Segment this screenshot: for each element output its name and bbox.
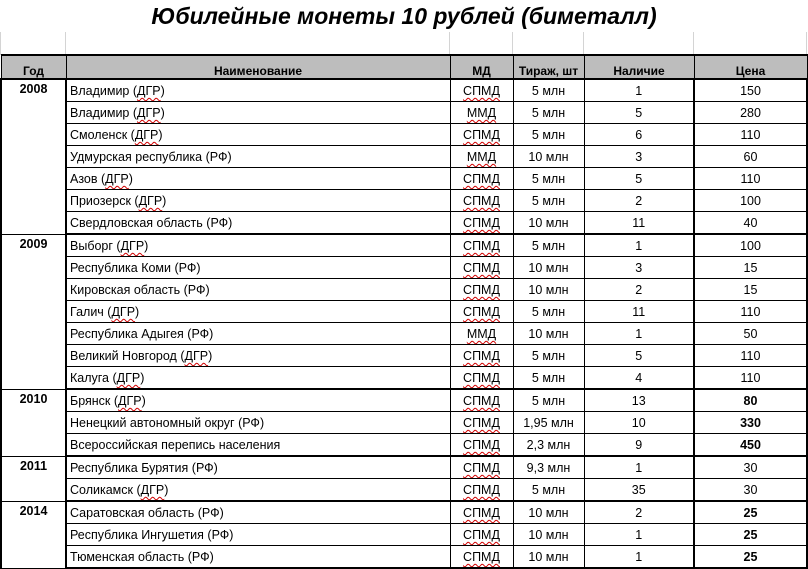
- header-nalichie[interactable]: Наличие: [584, 55, 694, 79]
- coin-series-tag: ДГР: [134, 128, 159, 142]
- name-cell[interactable]: Выборг (ДГР): [66, 234, 450, 257]
- md-cell[interactable]: [450, 323, 513, 345]
- price-cell[interactable]: 100: [694, 234, 807, 257]
- coin-name: Тюменская область: [70, 550, 185, 564]
- price-cell[interactable]: 100: [694, 190, 807, 212]
- table-row: [1, 524, 807, 546]
- coins-table: [0, 54, 808, 569]
- coin-name: Свердловская область: [70, 216, 203, 230]
- table-row: [1, 367, 807, 390]
- mint-code: СПМД: [463, 128, 500, 142]
- md-cell[interactable]: [450, 257, 513, 279]
- name-cell[interactable]: Кировская область (РФ): [66, 279, 450, 301]
- tirazh-cell[interactable]: 5 млн: [513, 234, 584, 257]
- tirazh-cell[interactable]: 10 млн: [513, 146, 584, 168]
- coin-series-tag: РФ: [191, 327, 210, 341]
- header-price[interactable]: Цена: [694, 55, 807, 79]
- nalichie-cell[interactable]: 11: [584, 212, 694, 235]
- nalichie-cell[interactable]: 5: [584, 168, 694, 190]
- name-cell[interactable]: Приозерск (ДГР): [66, 190, 450, 212]
- price-cell[interactable]: 30: [694, 479, 807, 502]
- tirazh-cell[interactable]: 5 млн: [513, 389, 584, 412]
- nalichie-cell[interactable]: 3: [584, 146, 694, 168]
- table-row: [1, 102, 807, 124]
- tirazh-cell[interactable]: 5 млн: [513, 102, 584, 124]
- mint-code: СПМД: [463, 416, 500, 430]
- coin-name: Республика Ингушетия: [70, 528, 204, 542]
- nalichie-cell[interactable]: 1: [584, 546, 694, 569]
- coin-name: Приозерск: [70, 194, 131, 208]
- nalichie-cell[interactable]: 5: [584, 345, 694, 367]
- nalichie-cell[interactable]: 13: [584, 389, 694, 412]
- year-cell[interactable]: 2010: [1, 389, 66, 456]
- md-cell[interactable]: [450, 501, 513, 524]
- price-cell[interactable]: 110: [694, 168, 807, 190]
- mint-code: СПМД: [463, 506, 500, 520]
- price-cell[interactable]: 15: [694, 257, 807, 279]
- mint-code: СПМД: [463, 438, 500, 452]
- md-cell[interactable]: [450, 146, 513, 168]
- table-row: [1, 279, 807, 301]
- coin-name: Калуга: [70, 371, 110, 385]
- table-row: [1, 501, 807, 524]
- price-cell[interactable]: 110: [694, 367, 807, 390]
- table-row: [1, 546, 807, 569]
- mint-code: СПМД: [463, 394, 500, 408]
- tirazh-cell[interactable]: 10 млн: [513, 501, 584, 524]
- coin-name: Всероссийская перепись населения: [70, 438, 281, 452]
- table-row: [1, 301, 807, 323]
- name-cell[interactable]: Республика Коми (РФ): [66, 257, 450, 279]
- mint-code: СПМД: [463, 283, 500, 297]
- coin-series-tag: ДГР: [138, 194, 163, 208]
- md-cell[interactable]: [450, 234, 513, 257]
- price-cell[interactable]: 110: [694, 345, 807, 367]
- coin-series-tag: РФ: [187, 283, 206, 297]
- coin-name: Выборг: [70, 239, 113, 253]
- name-cell[interactable]: Свердловская область (РФ): [66, 212, 450, 235]
- price-cell[interactable]: 25: [694, 546, 807, 569]
- name-cell[interactable]: Соликамск (ДГР): [66, 479, 450, 502]
- coin-series-tag: РФ: [178, 261, 197, 275]
- table-row: [1, 389, 807, 412]
- price-cell[interactable]: 50: [694, 323, 807, 345]
- name-cell[interactable]: Республика Ингушетия (РФ): [66, 524, 450, 546]
- coin-name: Республика Коми: [70, 261, 172, 275]
- mint-code: СПМД: [463, 461, 500, 475]
- md-cell[interactable]: [450, 389, 513, 412]
- table-row: [1, 124, 807, 146]
- table-row: [1, 146, 807, 168]
- price-cell[interactable]: 80: [694, 389, 807, 412]
- md-cell[interactable]: [450, 479, 513, 502]
- table-row: [1, 168, 807, 190]
- coin-series-tag: ДГР: [184, 349, 209, 363]
- price-cell[interactable]: 60: [694, 146, 807, 168]
- table-row: [1, 412, 807, 434]
- table-row: [1, 456, 807, 479]
- empty-spreadsheet-row: [0, 32, 808, 55]
- mint-code: ММД: [466, 150, 497, 164]
- name-cell[interactable]: Удмурская республика (РФ): [66, 146, 450, 168]
- name-cell[interactable]: [66, 434, 450, 457]
- coin-name: Кировская область: [70, 283, 181, 297]
- coin-name: Азов: [70, 172, 98, 186]
- coin-series-tag: ДГР: [118, 394, 142, 408]
- coin-series-tag: РФ: [209, 150, 228, 164]
- mint-code: СПМД: [463, 194, 500, 208]
- tirazh-cell[interactable]: 5 млн: [513, 79, 584, 102]
- tirazh-cell[interactable]: 10 млн: [513, 257, 584, 279]
- price-cell[interactable]: 15: [694, 279, 807, 301]
- md-cell[interactable]: [450, 412, 513, 434]
- tirazh-cell[interactable]: 10 млн: [513, 524, 584, 546]
- mint-code: СПМД: [463, 84, 500, 98]
- md-cell[interactable]: [450, 434, 513, 457]
- coin-name: Республика Адыгея: [70, 327, 184, 341]
- coin-name: Саратовская область: [70, 506, 195, 520]
- name-cell[interactable]: Калуга (ДГР): [66, 367, 450, 390]
- mint-code: СПМД: [463, 349, 500, 363]
- price-cell[interactable]: 450: [694, 434, 807, 457]
- mint-code: СПМД: [463, 371, 500, 385]
- name-cell[interactable]: Республика Адыгея (РФ): [66, 323, 450, 345]
- nalichie-cell[interactable]: 2: [584, 501, 694, 524]
- table-row: [1, 212, 807, 235]
- nalichie-cell[interactable]: 3: [584, 257, 694, 279]
- name-cell[interactable]: Великий Новгород (ДГР): [66, 345, 450, 367]
- md-cell[interactable]: [450, 279, 513, 301]
- nalichie-cell[interactable]: 6: [584, 124, 694, 146]
- sheet-title: Юбилейные монеты 10 рублей (биметалл): [151, 3, 657, 29]
- table-row: [1, 190, 807, 212]
- coin-series-tag: РФ: [211, 528, 230, 542]
- md-cell[interactable]: [450, 102, 513, 124]
- mint-code: ММД: [466, 106, 497, 120]
- coin-name: Ненецкий автономный округ: [70, 416, 235, 430]
- year-cell[interactable]: 2009: [1, 234, 66, 389]
- md-cell[interactable]: [450, 168, 513, 190]
- coin-series-tag: ДГР: [105, 172, 129, 186]
- price-cell[interactable]: 25: [694, 501, 807, 524]
- nalichie-cell[interactable]: 2: [584, 190, 694, 212]
- mint-code: СПМД: [463, 261, 500, 275]
- coin-name: Владимир: [70, 106, 130, 120]
- mint-code: СПМД: [463, 528, 500, 542]
- coin-series-tag: ДГР: [137, 84, 161, 98]
- table-row: [1, 345, 807, 367]
- coin-series-tag: РФ: [201, 506, 220, 520]
- tirazh-cell[interactable]: 5 млн: [513, 367, 584, 390]
- tirazh-cell[interactable]: 1,95 млн: [513, 412, 584, 434]
- nalichie-cell[interactable]: 2: [584, 279, 694, 301]
- tirazh-cell[interactable]: 9,3 млн: [513, 456, 584, 479]
- md-cell[interactable]: [450, 190, 513, 212]
- md-cell[interactable]: [450, 301, 513, 323]
- name-cell[interactable]: Брянск (ДГР): [66, 389, 450, 412]
- tirazh-cell[interactable]: 5 млн: [513, 168, 584, 190]
- coin-series-tag: ДГР: [116, 371, 141, 385]
- coin-series-tag: РФ: [210, 216, 229, 230]
- table-row: [1, 434, 807, 457]
- md-cell[interactable]: [450, 456, 513, 479]
- coin-series-tag: ДГР: [140, 483, 165, 497]
- tirazh-cell[interactable]: 2,3 млн: [513, 434, 584, 457]
- mint-code: СПМД: [463, 305, 500, 319]
- name-cell[interactable]: Смоленск (ДГР): [66, 124, 450, 146]
- mint-code: СПМД: [463, 172, 500, 186]
- coin-name: Владимир: [70, 84, 130, 98]
- tirazh-cell[interactable]: 5 млн: [513, 345, 584, 367]
- table-row: [1, 479, 807, 502]
- nalichie-cell[interactable]: 1: [584, 456, 694, 479]
- price-cell[interactable]: 30: [694, 456, 807, 479]
- coin-name: Галич: [70, 305, 104, 319]
- coin-name: Удмурская республика: [70, 150, 203, 164]
- coin-name: Брянск: [70, 394, 111, 408]
- tirazh-cell[interactable]: 5 млн: [513, 301, 584, 323]
- name-cell[interactable]: Тюменская область (РФ): [66, 546, 450, 569]
- tirazh-cell[interactable]: 5 млн: [513, 124, 584, 146]
- coin-series-tag: ДГР: [120, 239, 145, 253]
- coin-name: Великий Новгород: [70, 349, 177, 363]
- nalichie-cell[interactable]: 5: [584, 102, 694, 124]
- name-cell[interactable]: Владимир (ДГР): [66, 102, 450, 124]
- mint-code: СПМД: [463, 216, 500, 230]
- price-cell[interactable]: 25: [694, 524, 807, 546]
- name-cell[interactable]: Саратовская область (РФ): [66, 501, 450, 524]
- year-cell[interactable]: 2011: [1, 456, 66, 501]
- price-cell[interactable]: 40: [694, 212, 807, 235]
- price-cell[interactable]: 280: [694, 102, 807, 124]
- name-cell[interactable]: Азов (ДГР): [66, 168, 450, 190]
- nalichie-cell[interactable]: 1: [584, 234, 694, 257]
- nalichie-cell[interactable]: 35: [584, 479, 694, 502]
- header-year[interactable]: Год: [1, 55, 66, 79]
- header-tirazh[interactable]: Тираж, шт: [513, 55, 584, 79]
- md-cell[interactable]: [450, 124, 513, 146]
- coin-name: Смоленск: [70, 128, 128, 142]
- price-cell[interactable]: 330: [694, 412, 807, 434]
- table-row: [1, 323, 807, 345]
- header-name[interactable]: Наименование: [66, 55, 450, 79]
- md-cell[interactable]: [450, 345, 513, 367]
- nalichie-cell[interactable]: 1: [584, 323, 694, 345]
- coin-name: Республика Бурятия: [70, 461, 189, 475]
- md-cell[interactable]: [450, 79, 513, 102]
- md-cell[interactable]: [450, 546, 513, 569]
- coin-series-tag: РФ: [191, 550, 210, 564]
- tirazh-cell[interactable]: 10 млн: [513, 212, 584, 235]
- table-row: [1, 257, 807, 279]
- name-cell[interactable]: Республика Бурятия (РФ): [66, 456, 450, 479]
- coin-series-tag: РФ: [195, 461, 214, 475]
- mint-code: ММД: [466, 327, 497, 341]
- tirazh-cell[interactable]: 5 млн: [513, 479, 584, 502]
- mint-code: СПМД: [463, 550, 500, 564]
- table-body: [1, 79, 807, 568]
- nalichie-cell[interactable]: 9: [584, 434, 694, 457]
- tirazh-cell[interactable]: 5 млн: [513, 190, 584, 212]
- price-cell[interactable]: 150: [694, 79, 807, 102]
- price-cell[interactable]: 110: [694, 301, 807, 323]
- coin-series-tag: РФ: [242, 416, 260, 430]
- md-cell[interactable]: [450, 524, 513, 546]
- table-row: [1, 79, 807, 102]
- year-cell[interactable]: 2014: [1, 501, 66, 568]
- coin-series-tag: ДГР: [111, 305, 136, 319]
- tirazh-cell[interactable]: 10 млн: [513, 279, 584, 301]
- nalichie-cell[interactable]: 10: [584, 412, 694, 434]
- md-cell[interactable]: [450, 212, 513, 235]
- name-cell[interactable]: Ненецкий автономный округ (РФ): [66, 412, 450, 434]
- nalichie-cell[interactable]: 1: [584, 79, 694, 102]
- tirazh-cell[interactable]: 10 млн: [513, 323, 584, 345]
- year-cell[interactable]: 2008: [1, 79, 66, 234]
- tirazh-cell[interactable]: 10 млн: [513, 546, 584, 569]
- name-cell[interactable]: Галич (ДГР): [66, 301, 450, 323]
- mint-code: СПМД: [463, 483, 500, 497]
- table-row: [1, 234, 807, 257]
- nalichie-cell[interactable]: 1: [584, 524, 694, 546]
- coin-series-tag: ДГР: [137, 106, 161, 120]
- header-md[interactable]: МД: [450, 55, 513, 79]
- header-row: [1, 55, 807, 79]
- price-cell[interactable]: 110: [694, 124, 807, 146]
- coin-name: Соликамск: [70, 483, 133, 497]
- nalichie-cell[interactable]: 11: [584, 301, 694, 323]
- md-cell[interactable]: [450, 367, 513, 390]
- mint-code: СПМД: [463, 239, 500, 253]
- nalichie-cell[interactable]: 4: [584, 367, 694, 390]
- name-cell[interactable]: Владимир (ДГР): [66, 79, 450, 102]
